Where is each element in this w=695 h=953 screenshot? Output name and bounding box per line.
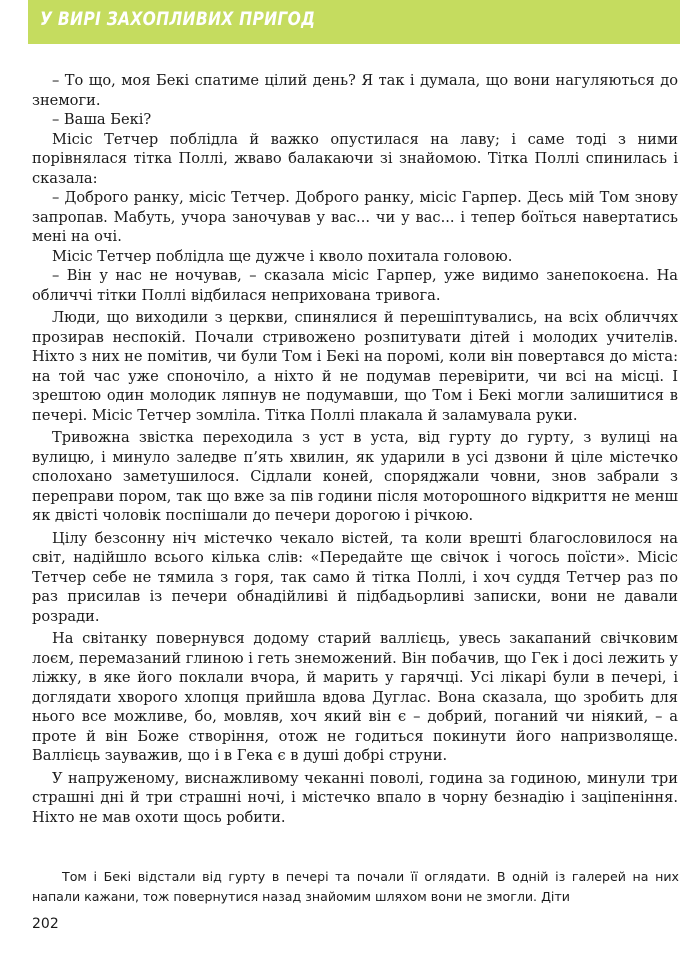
paragraph: Цілу безсонну ніч містечко чекало вістей, та коли врешті благословилося на світ, надійшло всього кілька слів: «Передайте ще свічок і чогось поїсти». Місіс Тетчер себе не тямила з горя, так само й тітка Поллі, і хоч суддя Тетчер раз по раз присилав із печери обнадійливі й підбадьорливі записки, вони не давали розради.: [32, 529, 678, 625]
paragraph: Тривожна звістка переходила з уст в уста, від гурту до гурту, з вулиці на вулицю, і минуло заледве п’ять хвилин, як ударили в усі дзвони й ціле містечко сполохано заметушилося. Сідлали коней, споряджали човни, знов забрали з переправи пором, так що вже за пів години після моторошного відкриття не менш як двісті чоловік поспішали до печери дорогою і річкою.: [32, 429, 678, 524]
paragraph: – Доброго ранку, місіс Тетчер. Доброго ранку, місіс Гарпер. Десь мій Том знову запропав. Мабуть, учора заночував у вас... чи у вас... і тепер боїться навертатись мені на очі.: [32, 189, 678, 245]
paragraph: Місіс Тетчер поблідла й важко опустилася на лаву; і саме тоді з ними порівнялася тітка Поллі, жваво балакаючи зі знайомою. Тітка Поллі спинилась і сказала:: [32, 130, 678, 187]
page-number: 202: [32, 916, 59, 932]
paragraph: Місіс Тетчер поблідла ще дужче і кволо похитала головою.: [52, 247, 513, 265]
paragraph: – То що, моя Бекі спатиме цілий день? Я так і думала, що вони нагуляються до знемоги.: [32, 72, 678, 109]
paragraph: На світанку повернувся додому старий валлієць, увесь закапаний свічковим лоєм, перемазаний глиною і геть знеможений. Він побачив, що Гек і досі лежить у ліжку, в яке його поклали вчора, й марить у гарячці. Усі лікарі були в печері, і доглядати хворого хлопця прийшла вдова Дуглас. Вона сказала, що зробить для нього все можливе, бо, мовляв, хоч який він є – добрий, поганий чи ніякий, – а проте й він Боже створіння, отож не годиться покинути його напризволяще. Валлієць зауважив, що і в Гека є в душі добрі струни.: [32, 630, 679, 764]
paragraph: У напруженому, виснажливому чеканні поволі, година за годиною, минули три страшні дні й три страшні ночі, і містечко впало в чорну безнадію і заціпеніння. Ніхто не мав охоти щось робити.: [32, 769, 678, 826]
story-text: [32, 71, 678, 827]
paragraph: – Він у нас не ночував, – сказала місіс Гарпер, уже видимо занепокоєна. На обличчі тітки Поллі відбилася неприхована тривога.: [32, 267, 678, 304]
chapter-summary: Том і Бекі відстали від гурту в печері та почали її оглядати. В одній із галерей на них напали кажани, тож повернутися назад знайомим шляхом вони не змогли. Діти: [32, 869, 679, 904]
paragraph: – Ваша Бекі?: [52, 111, 152, 128]
paragraph: Люди, що виходили з церкви, спинялися й перешіптувались, на всіх обличчях прозирав неспокій. Почали стривожено розпитувати дітей і молодих учителів. Ніхто з них не помітив, чи були Том і Бекі на поромі, коли він повертався до міста: на той час уже споночіло, а ніхто й не подумав перевірити, чи всі на місці. І зрештою один молодик ляпнув не подумавши, що Том і Бекі могли залишитися в печері. Місіс Тетчер зомліла. Тітка Поллі плакала й заламувала руки.: [32, 309, 678, 424]
section-title: У ВИРІ ЗАХОПЛИВИХ ПРИГОД: [40, 8, 316, 30]
